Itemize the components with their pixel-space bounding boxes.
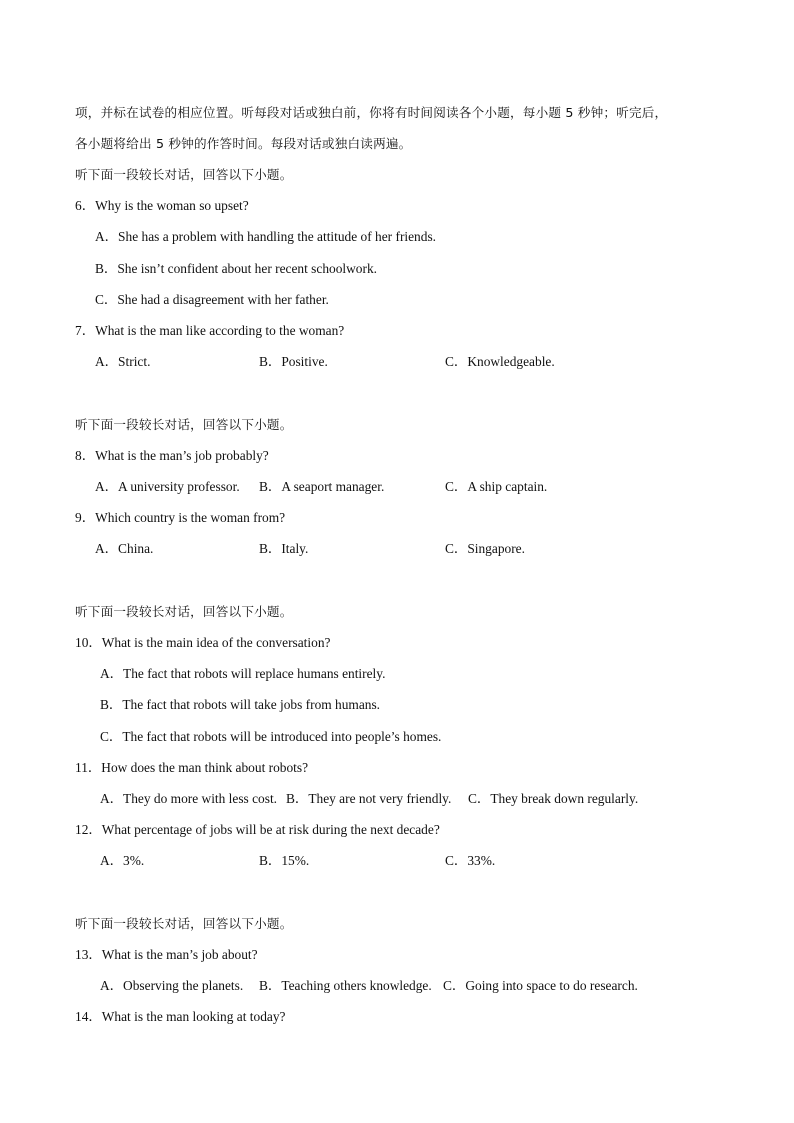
option-a: A．3%. (100, 853, 145, 868)
intro-line-2: 各小题将给出 5 秒钟的作答时间。每段对话或独白读两遍。 (75, 136, 412, 151)
question-stem: 7．What is the man like according to the woman? (75, 323, 345, 338)
section-heading: 听下面一段较长对话，回答以下小题。 (75, 167, 293, 182)
option-b: B．Positive. (259, 354, 328, 369)
option-a: A．Observing the planets. (100, 978, 244, 993)
option-c: C．She had a disagreement with her father. (95, 292, 329, 307)
option-b: B．Teaching others knowledge. (259, 978, 432, 993)
question-stem: 9．Which country is the woman from? (75, 510, 286, 525)
question-stem: 13．What is the man’s job about? (75, 947, 258, 962)
section-heading: 听下面一段较长对话，回答以下小题。 (75, 417, 293, 432)
option-b: B．15%. (259, 853, 310, 868)
section-heading: 听下面一段较长对话，回答以下小题。 (75, 604, 293, 619)
option-c: C．A ship captain. (445, 479, 548, 494)
option-a: A．Strict. (95, 354, 151, 369)
intro-line-1: 项，并标在试卷的相应位置。听每段对话或独白前，你将有时间阅读各个小题，每小题 5 秒钟；听完后， (75, 105, 668, 120)
question-stem: 6．Why is the woman so upset? (75, 198, 249, 213)
option-c: C．Knowledgeable. (445, 354, 555, 369)
option-c: C．Going into space to do research. (443, 978, 638, 993)
question-stem: 12．What percentage of jobs will be at risk during the next decade? (75, 822, 440, 837)
option-b: B．They are not very friendly. (286, 791, 452, 806)
option-a: A．China. (95, 541, 154, 556)
option-c: C．33%. (445, 853, 496, 868)
option-c: C．Singapore. (445, 541, 525, 556)
option-b: B．The fact that robots will take jobs from humans. (100, 697, 381, 712)
option-a: A．The fact that robots will replace humans entirely. (100, 666, 386, 681)
section-heading: 听下面一段较长对话，回答以下小题。 (75, 916, 293, 931)
question-stem: 8．What is the man’s job probably? (75, 448, 269, 463)
option-c: C．The fact that robots will be introduced into people’s homes. (100, 729, 442, 744)
option-a: A．A university professor. (95, 479, 240, 494)
option-b: B．Italy. (259, 541, 309, 556)
question-stem: 11．How does the man think about robots? (75, 760, 309, 775)
option-b: B．She isn’t confident about her recent schoolwork. (95, 261, 378, 276)
question-stem: 14．What is the man looking at today? (75, 1009, 286, 1024)
option-c: C．They break down regularly. (468, 791, 639, 806)
option-b: B．A seaport manager. (259, 479, 385, 494)
option-a: A．She has a problem with handling the attitude of her friends. (95, 229, 437, 244)
question-stem: 10．What is the main idea of the conversation? (75, 635, 331, 650)
option-a: A．They do more with less cost. (100, 791, 278, 806)
